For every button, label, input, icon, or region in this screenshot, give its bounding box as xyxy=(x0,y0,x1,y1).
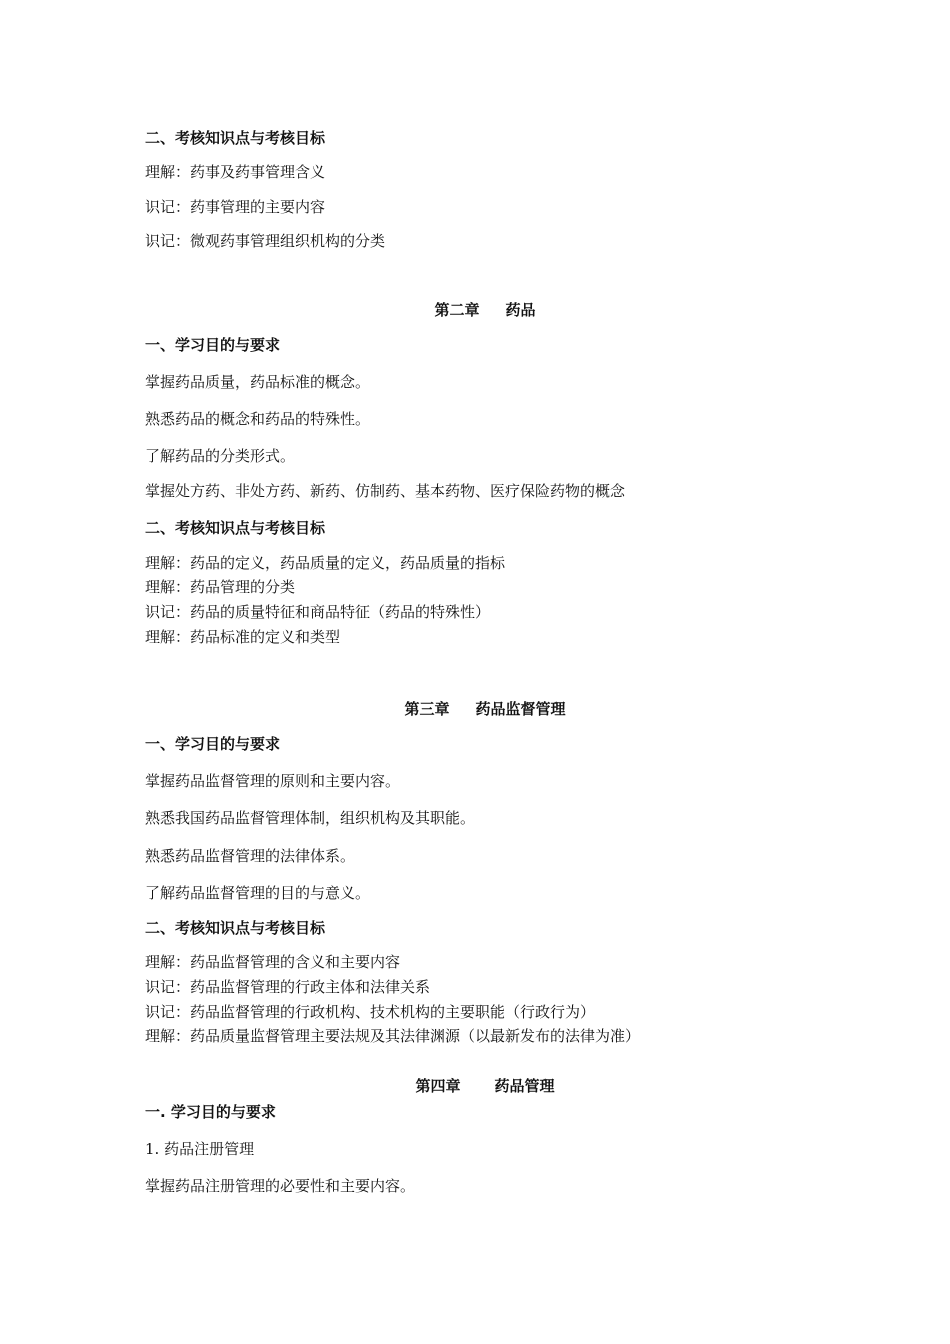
list-item: 掌握处方药、非处方药、新药、仿制药、基本药物、医疗保险药物的概念 xyxy=(145,482,626,500)
list-item: 熟悉我国药品监督管理体制，组织机构及其职能。 xyxy=(145,809,476,827)
list-item: 掌握药品监督管理的原则和主要内容。 xyxy=(145,772,401,790)
chapter-name: 药品监督管理 xyxy=(475,700,566,718)
list-item: 熟悉药品的概念和药品的特殊性。 xyxy=(145,410,371,428)
list-item: 识记：药事管理的主要内容 xyxy=(145,198,326,216)
list-item: 识记：微观药事管理组织机构的分类 xyxy=(145,232,386,250)
chapter-number: 第三章 xyxy=(404,700,450,718)
list-item: 熟悉药品监督管理的法律体系。 xyxy=(145,847,356,865)
section-title: 二、考核知识点与考核目标 xyxy=(145,519,326,537)
list-item: 理解：药品的定义，药品质量的定义，药品质量的指标 xyxy=(145,554,506,572)
chapter-name: 药品 xyxy=(505,301,536,319)
list-item: 了解药品监督管理的目的与意义。 xyxy=(145,884,371,902)
chapter-heading xyxy=(0,699,950,719)
list-item: 识记：药品监督管理的行政机构、技术机构的主要职能（行政行为） xyxy=(145,1003,596,1021)
chapter-name: 药品管理 xyxy=(494,1077,555,1095)
list-item: 理解：药品管理的分类 xyxy=(145,578,296,596)
section-title: 一. 学习目的与要求 xyxy=(145,1103,276,1121)
chapter-heading xyxy=(0,300,950,320)
list-item: 识记：药品的质量特征和商品特征（药品的特殊性） xyxy=(145,603,491,621)
list-item: 理解：药事及药事管理含义 xyxy=(145,163,326,181)
section-title: 一、学习目的与要求 xyxy=(145,735,281,753)
section-title: 二、考核知识点与考核目标 xyxy=(145,919,326,937)
chapter-heading xyxy=(0,1076,950,1096)
list-item: 掌握药品注册管理的必要性和主要内容。 xyxy=(145,1177,416,1195)
list-item: 理解：药品质量监督管理主要法规及其法律渊源（以最新发布的法律为准） xyxy=(145,1027,641,1045)
chapter-number: 第四章 xyxy=(415,1077,461,1095)
section-title: 一、学习目的与要求 xyxy=(145,336,281,354)
list-item: 理解：药品监督管理的含义和主要内容 xyxy=(145,953,401,971)
list-item: 了解药品的分类形式。 xyxy=(145,447,296,465)
list-item: 识记：药品监督管理的行政主体和法律关系 xyxy=(145,978,431,996)
list-item: 理解：药品标准的定义和类型 xyxy=(145,628,341,646)
chapter-number: 第二章 xyxy=(434,301,480,319)
list-item: 掌握药品质量，药品标准的概念。 xyxy=(145,373,371,391)
section-title: 二、考核知识点与考核目标 xyxy=(145,129,326,147)
subsection-title: 1. 药品注册管理 xyxy=(145,1140,255,1158)
